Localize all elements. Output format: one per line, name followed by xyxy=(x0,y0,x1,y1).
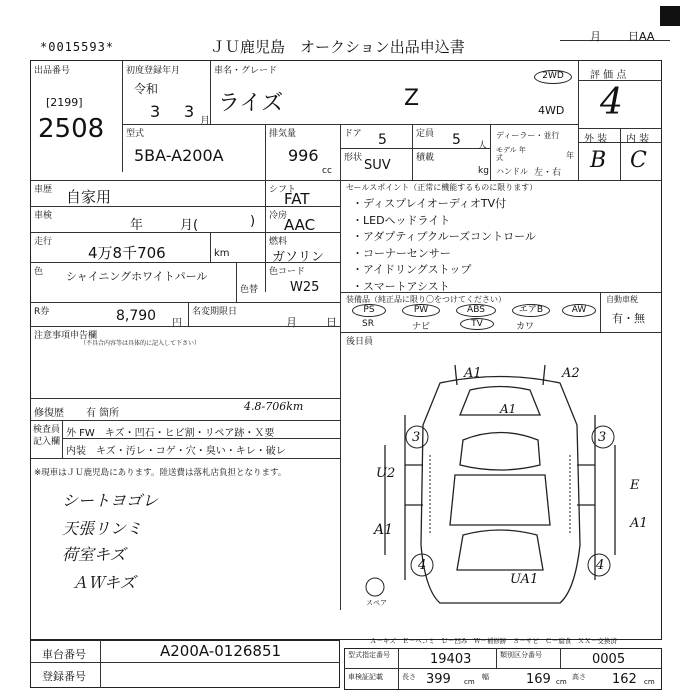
int-grade: C xyxy=(630,148,647,173)
handle-options: 左・右 xyxy=(534,168,562,178)
doors-label: ドア xyxy=(344,129,362,139)
sales-points-list xyxy=(352,196,536,296)
class-num-value: 0005 xyxy=(592,652,626,667)
damage-legend: Ａ－キズ Ｅ－ヘコミ Ｕ－凹み Ｗ－補修跡 Ｓ－サビ Ｃ－腐食 ＸＸ－交換済 xyxy=(370,637,617,645)
usage-label: 車歴 xyxy=(34,185,53,195)
mileage-label: 走行 xyxy=(34,237,53,247)
doors-value: 5 xyxy=(378,132,387,148)
int-label: 内 装 xyxy=(626,134,650,145)
header-month: 月 xyxy=(590,30,601,43)
tax-label: 自動車税 xyxy=(606,295,638,304)
remark-4: ＡＷキズ xyxy=(72,573,136,592)
chassis-label: 車台番号 xyxy=(42,648,86,661)
width-value: 169 xyxy=(526,672,551,687)
class-num-label: 類別区分番号 xyxy=(500,651,542,659)
mark-3-right: 3 xyxy=(598,430,607,445)
fuel-label: 燃料 xyxy=(269,237,288,247)
inspection-month: 月( xyxy=(180,218,199,233)
car-damage-diagram xyxy=(345,355,660,610)
lot-number: 2508 xyxy=(38,114,105,144)
body-value: SUV xyxy=(364,158,391,173)
mark-3-left: 3 xyxy=(412,430,421,445)
sales-point: ・アダプティブクルーズコントロール xyxy=(352,230,536,244)
mileage-value: 4万8千706 xyxy=(88,244,166,262)
mark-a1-right: A1 xyxy=(630,516,648,531)
equip-ps: PS xyxy=(352,304,386,317)
first-reg-year: 3 xyxy=(150,102,161,121)
car-grade: Z xyxy=(404,86,420,111)
equip-tv: TV xyxy=(460,318,494,330)
mark-ua1: UA1 xyxy=(510,572,539,587)
color-label: 色 xyxy=(34,267,44,277)
equip-sr: SR xyxy=(362,319,374,329)
mark-e: E xyxy=(630,478,640,493)
sales-point: ・コーナーセンサー xyxy=(352,246,451,260)
mark-a1-left: A1 xyxy=(374,522,394,538)
remark-1: シートヨゴレ xyxy=(62,491,159,510)
sales-point: ・スマートアシスト xyxy=(352,279,450,293)
repaint-label: 色替 xyxy=(240,285,259,295)
color-code-value: W25 xyxy=(290,280,320,295)
model-value: 5BA-A200A xyxy=(134,146,224,165)
ac-label: 冷房 xyxy=(269,211,288,221)
equip-kawa: カワ xyxy=(516,322,535,332)
notes-label: 注意事項申告欄 xyxy=(34,331,98,341)
usage-value: 自家用 xyxy=(66,188,112,206)
name-change-day: 日 xyxy=(326,316,337,329)
first-reg-month: 3 xyxy=(184,102,195,121)
header-day: 日AA xyxy=(628,30,655,43)
first-reg-label: 初度登録年月 xyxy=(126,66,181,76)
height-unit: cm xyxy=(644,678,655,686)
displacement-unit: cc xyxy=(322,166,332,176)
equipment-label: 装備品（純正品に限り〇をつけてください） xyxy=(346,295,506,304)
inspection-year: 年 xyxy=(130,218,144,233)
seats-value: 5 xyxy=(452,132,461,148)
design-num-label: 型式指定番号 xyxy=(348,651,390,659)
height-value: 162 xyxy=(612,672,637,687)
serial-number: *0015593* xyxy=(40,40,115,54)
spare-tire-icon xyxy=(366,578,384,596)
mark-u2: U2 xyxy=(376,466,396,481)
dealer-label: ディーラー・並行 xyxy=(496,131,560,140)
name-change-month: 月 xyxy=(286,316,297,329)
rear-label: 後日員 xyxy=(346,337,374,347)
displacement-value: 996 xyxy=(288,146,319,165)
chassis-value: A200A-0126851 xyxy=(160,642,282,660)
ext-label: 外 装 xyxy=(584,134,608,145)
equip-abs: ABS xyxy=(456,304,496,317)
equip-airbag: エアB xyxy=(512,304,550,317)
drive-4wd: 4WD xyxy=(538,104,565,117)
reg-number-label: 登録番号 xyxy=(42,670,86,683)
inspection-label: 車検 xyxy=(34,211,53,221)
body-label: 形状 xyxy=(344,153,363,163)
first-reg-era: 令和 xyxy=(134,82,159,96)
ac-value: AAC xyxy=(284,216,316,234)
color-code-label: 色コード xyxy=(269,267,306,277)
remark-2: 天張リンミ xyxy=(62,519,143,538)
load-unit: kg xyxy=(478,166,489,176)
seats-unit: 人 xyxy=(478,141,488,151)
rating-label: 評 価 点 xyxy=(590,70,627,81)
sales-point: ・アイドリングストップ xyxy=(352,263,472,277)
remark-3: 荷室キズ xyxy=(62,545,126,564)
mark-a1-roof: A1 xyxy=(500,402,517,416)
first-reg-month-unit: 月 xyxy=(200,116,210,127)
width-label: 幅 xyxy=(482,673,489,681)
model-label: 型式 xyxy=(126,129,145,139)
equip-aw: AW xyxy=(562,304,596,317)
ext-grade: B xyxy=(590,148,607,173)
model-year-label: モデル 年式 xyxy=(496,146,526,162)
car-label: 車名・グレード xyxy=(214,66,278,76)
fuel-value: ガソリン xyxy=(272,250,325,265)
load-label: 積載 xyxy=(416,153,435,163)
lot-stamp: [2199] xyxy=(46,96,83,109)
handle-label: ハンドル xyxy=(496,167,528,176)
recycle-unit: 円 xyxy=(172,318,182,329)
width-unit: cm xyxy=(556,678,567,686)
repair-label: 修復歴 xyxy=(34,408,64,419)
car-name: ライズ xyxy=(218,91,284,116)
name-change-label: 名変期限日 xyxy=(192,307,238,317)
form-title: ＪＵ鹿児島 オークション出品申込書 xyxy=(210,38,465,56)
shift-value: FAT xyxy=(284,190,310,208)
displacement-label: 排気量 xyxy=(269,129,297,139)
corner-mark xyxy=(660,6,680,26)
checker-label: 検査員 記入欄 xyxy=(33,425,61,447)
drive-2wd: 2WD xyxy=(534,70,572,84)
length-label: 長さ xyxy=(402,673,416,681)
shift-label: シフト xyxy=(269,185,297,195)
recycle-label: R券 xyxy=(34,307,50,317)
mileage-unit: km xyxy=(214,248,230,259)
model-year-unit: 年 xyxy=(566,151,574,160)
mark-4-left: 4 xyxy=(418,558,427,573)
notes-hint: （不具合内容等は具体的に記入して下さい） xyxy=(80,340,201,347)
check-exterior: 外 FW キズ・凹石・ヒビ割・リペア跡・Ｘ要 xyxy=(66,428,275,439)
length-value: 399 xyxy=(426,672,451,687)
mark-a2-top: A2 xyxy=(562,366,580,381)
spare-label: スペア xyxy=(366,599,387,607)
color-value: シャイニングホワイトパール xyxy=(66,270,208,283)
length-unit: cm xyxy=(464,678,475,686)
design-num-value: 19403 xyxy=(430,652,472,667)
sales-point: ・LEDヘッドライト xyxy=(352,213,451,227)
rating-score: 4 xyxy=(600,82,623,123)
sales-point: ・ディスプレイオーディオTV付 xyxy=(352,197,507,210)
sales-points-label: セールスポイント（正常に機能するものに限ります） xyxy=(346,183,538,192)
repair-value: 有 箇所 xyxy=(86,408,120,419)
height-label: 高さ xyxy=(572,673,586,681)
disclaimer: ※現車はＪＵ鹿児島にあります。陸送費は落札店負担となります。 xyxy=(34,468,287,478)
repair-record: 4.8-706km xyxy=(244,400,304,413)
tax-value: 有・無 xyxy=(612,312,645,325)
check-interior: 内装 キズ・汚レ・コゲ・穴・臭い・キレ・破レ xyxy=(66,446,286,457)
equip-pw: PW xyxy=(402,304,440,317)
inspection-close: ) xyxy=(250,214,256,229)
seats-label: 定員 xyxy=(416,129,435,139)
lot-label: 出品番号 xyxy=(34,66,71,76)
recycle-value: 8,790 xyxy=(116,308,157,324)
mark-a1-top: A1 xyxy=(464,366,482,381)
equip-navi: ナビ xyxy=(412,322,431,332)
mark-4-right: 4 xyxy=(596,558,605,573)
size-label: 車検証記載 xyxy=(348,673,383,681)
